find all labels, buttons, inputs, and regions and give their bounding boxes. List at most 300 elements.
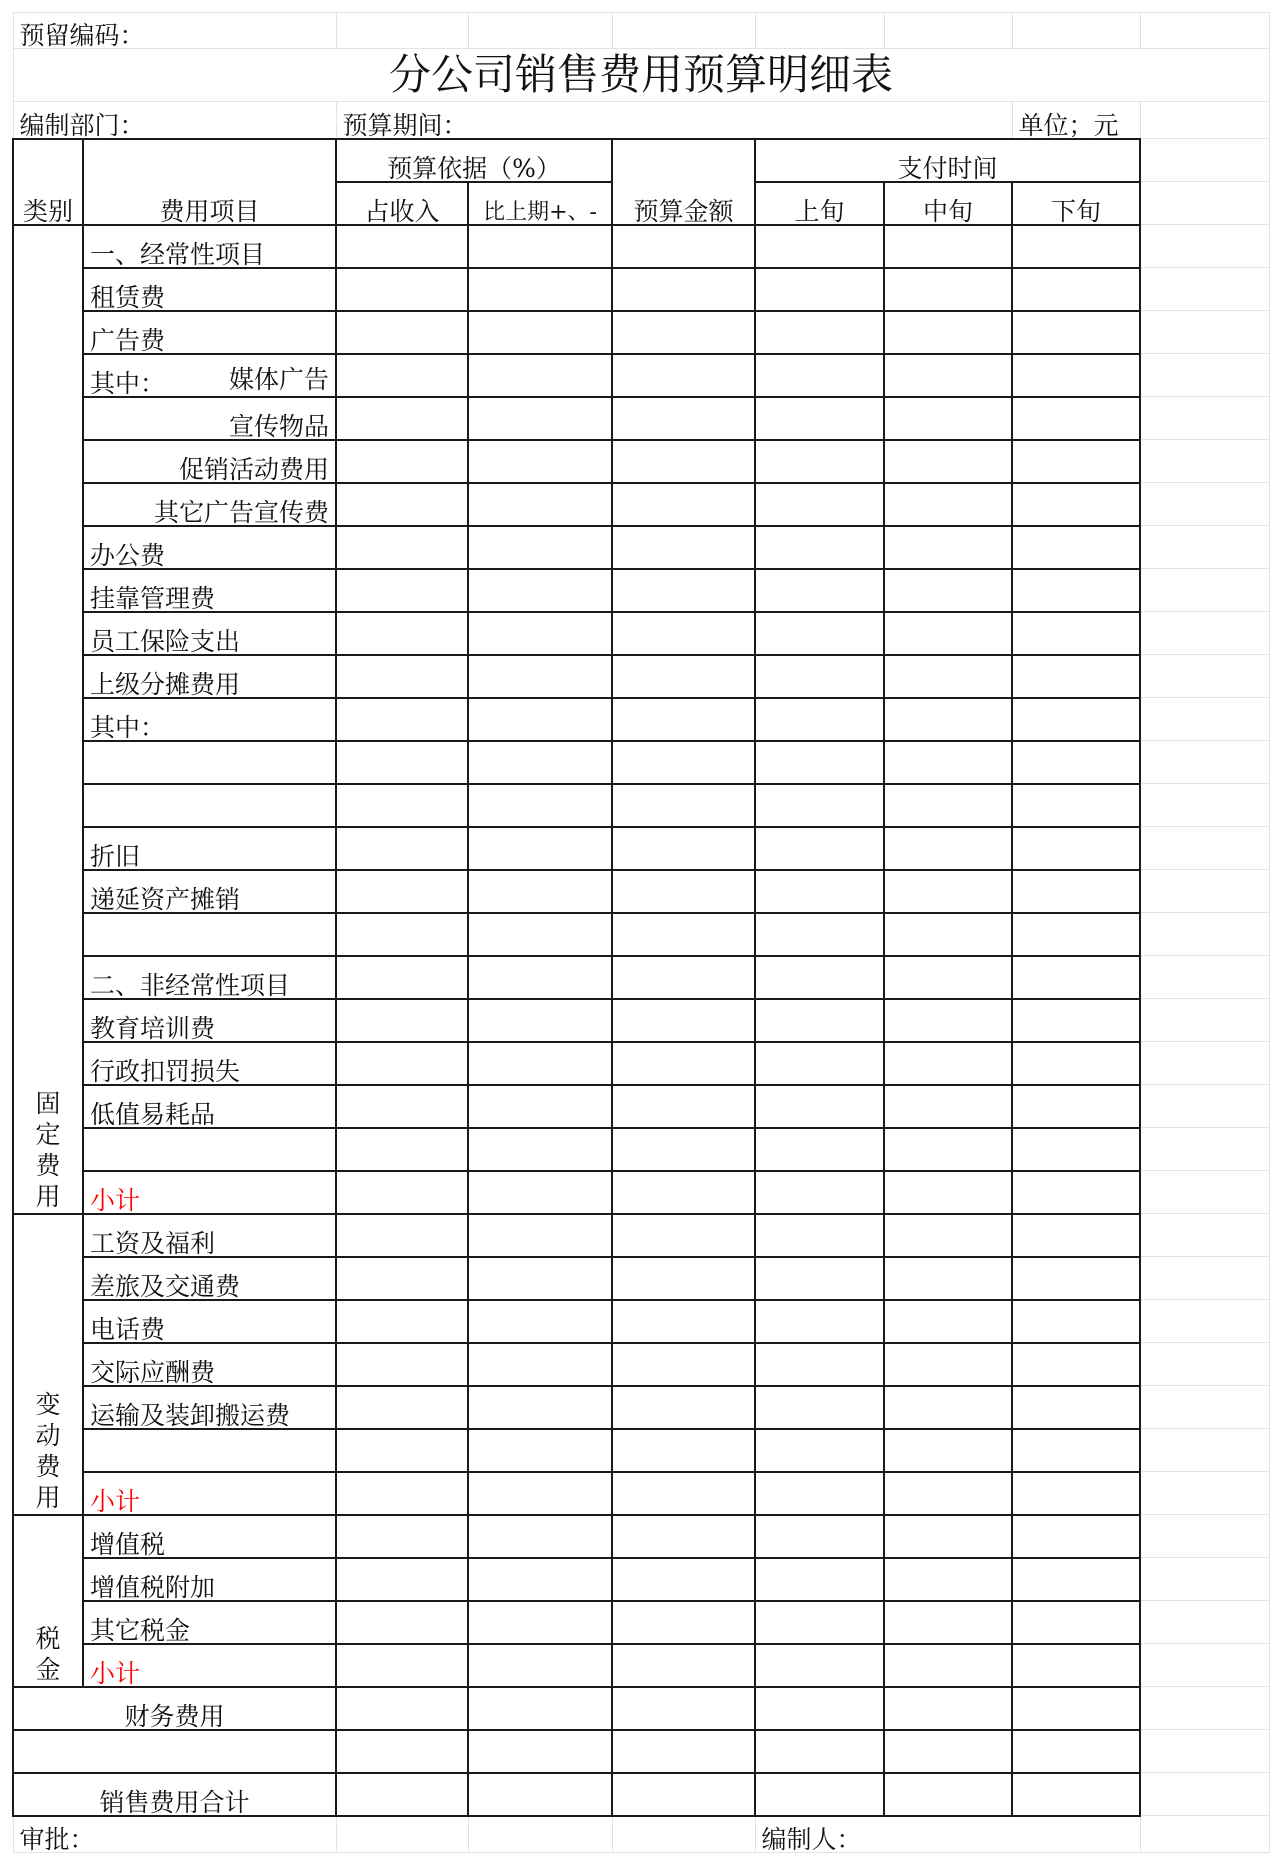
table-row bbox=[13, 870, 1269, 913]
value-cell[interactable] bbox=[612, 1515, 755, 1558]
value-cell[interactable] bbox=[468, 483, 612, 526]
value-cell[interactable] bbox=[612, 1085, 755, 1128]
value-cell[interactable] bbox=[468, 1730, 612, 1773]
cell[interactable] bbox=[1140, 1171, 1269, 1214]
value-cell[interactable] bbox=[612, 956, 755, 999]
value-cell[interactable] bbox=[884, 268, 1012, 311]
value-cell[interactable] bbox=[336, 440, 468, 483]
value-cell[interactable] bbox=[884, 1257, 1012, 1300]
value-cell[interactable] bbox=[1012, 1730, 1140, 1773]
value-cell[interactable] bbox=[1012, 569, 1140, 612]
value-cell[interactable] bbox=[612, 1687, 755, 1730]
value-cell[interactable] bbox=[755, 440, 884, 483]
cell[interactable] bbox=[1140, 526, 1269, 569]
value-cell[interactable] bbox=[1012, 1085, 1140, 1128]
value-cell[interactable] bbox=[884, 1085, 1012, 1128]
value-cell[interactable] bbox=[612, 1214, 755, 1257]
value-cell[interactable] bbox=[336, 1386, 468, 1429]
value-cell[interactable] bbox=[336, 268, 468, 311]
value-cell[interactable] bbox=[755, 397, 884, 440]
value-cell[interactable] bbox=[336, 1214, 468, 1257]
cell[interactable] bbox=[1140, 397, 1269, 440]
value-cell[interactable] bbox=[1012, 311, 1140, 354]
cell[interactable] bbox=[1140, 1128, 1269, 1171]
expense-item: 差旅及交通费 bbox=[83, 1257, 336, 1300]
value-cell[interactable] bbox=[468, 1515, 612, 1558]
value-cell[interactable] bbox=[468, 354, 612, 397]
value-cell[interactable] bbox=[1012, 999, 1140, 1042]
value-cell[interactable] bbox=[884, 612, 1012, 655]
value-cell[interactable] bbox=[884, 784, 1012, 827]
cell[interactable] bbox=[1140, 655, 1269, 698]
value-cell[interactable] bbox=[755, 1558, 884, 1601]
value-cell[interactable] bbox=[884, 1128, 1012, 1171]
value-cell[interactable] bbox=[468, 569, 612, 612]
value-cell[interactable] bbox=[468, 1257, 612, 1300]
value-cell[interactable] bbox=[755, 1257, 884, 1300]
value-cell[interactable] bbox=[468, 311, 612, 354]
value-cell[interactable] bbox=[755, 569, 884, 612]
value-cell[interactable] bbox=[336, 569, 468, 612]
value-cell[interactable] bbox=[755, 1214, 884, 1257]
value-cell[interactable] bbox=[612, 1730, 755, 1773]
value-cell[interactable] bbox=[612, 1171, 755, 1214]
value-cell[interactable] bbox=[884, 698, 1012, 741]
value-cell[interactable] bbox=[468, 1644, 612, 1687]
value-cell[interactable] bbox=[755, 1343, 884, 1386]
value-cell[interactable] bbox=[468, 956, 612, 999]
value-cell[interactable] bbox=[468, 1558, 612, 1601]
value-cell[interactable] bbox=[612, 1343, 755, 1386]
value-cell[interactable] bbox=[612, 913, 755, 956]
value-cell[interactable] bbox=[1012, 1558, 1140, 1601]
expense-item: 电话费 bbox=[83, 1300, 336, 1343]
expense-item: 租赁费 bbox=[83, 268, 336, 311]
value-cell[interactable] bbox=[884, 956, 1012, 999]
value-cell[interactable] bbox=[612, 698, 755, 741]
category-label: 税金 bbox=[35, 1624, 61, 1685]
value-cell[interactable] bbox=[612, 1601, 755, 1644]
value-cell[interactable] bbox=[755, 956, 884, 999]
value-cell[interactable] bbox=[755, 999, 884, 1042]
value-cell[interactable] bbox=[884, 1601, 1012, 1644]
cell[interactable] bbox=[1140, 354, 1269, 397]
value-cell[interactable] bbox=[612, 1386, 755, 1429]
value-cell[interactable] bbox=[336, 1472, 468, 1515]
value-cell[interactable] bbox=[1012, 1257, 1140, 1300]
cell[interactable] bbox=[1140, 784, 1269, 827]
value-cell[interactable] bbox=[468, 655, 612, 698]
value-cell[interactable] bbox=[468, 1773, 612, 1816]
value-cell[interactable] bbox=[755, 1300, 884, 1343]
cell[interactable] bbox=[1140, 225, 1269, 268]
value-cell[interactable] bbox=[755, 354, 884, 397]
cell[interactable] bbox=[1140, 569, 1269, 612]
value-cell[interactable] bbox=[1012, 1687, 1140, 1730]
value-cell[interactable] bbox=[1012, 1472, 1140, 1515]
value-cell[interactable] bbox=[755, 1171, 884, 1214]
cell[interactable] bbox=[1140, 139, 1269, 182]
value-cell[interactable] bbox=[755, 827, 884, 870]
value-cell[interactable] bbox=[884, 1300, 1012, 1343]
cell[interactable] bbox=[884, 13, 1012, 49]
value-cell[interactable] bbox=[1012, 827, 1140, 870]
value-cell[interactable] bbox=[755, 1042, 884, 1085]
value-cell[interactable] bbox=[336, 741, 468, 784]
value-cell[interactable] bbox=[755, 1687, 884, 1730]
value-cell[interactable] bbox=[336, 827, 468, 870]
value-cell[interactable] bbox=[612, 1042, 755, 1085]
value-cell[interactable] bbox=[1012, 1214, 1140, 1257]
value-cell[interactable] bbox=[1012, 526, 1140, 569]
value-cell[interactable] bbox=[336, 1128, 468, 1171]
cell[interactable] bbox=[1140, 870, 1269, 913]
value-cell[interactable] bbox=[468, 225, 612, 268]
category-label: 变动费用 bbox=[35, 1389, 61, 1513]
value-cell[interactable] bbox=[755, 784, 884, 827]
value-cell[interactable] bbox=[336, 483, 468, 526]
cell[interactable] bbox=[1140, 1730, 1269, 1773]
value-cell[interactable] bbox=[612, 1472, 755, 1515]
value-cell[interactable] bbox=[468, 1171, 612, 1214]
cell[interactable] bbox=[1140, 182, 1269, 225]
value-cell[interactable] bbox=[336, 1644, 468, 1687]
value-cell[interactable] bbox=[468, 1214, 612, 1257]
value-cell[interactable] bbox=[1012, 655, 1140, 698]
value-cell[interactable] bbox=[468, 784, 612, 827]
value-cell[interactable] bbox=[612, 827, 755, 870]
value-cell[interactable] bbox=[612, 784, 755, 827]
value-cell[interactable] bbox=[1012, 225, 1140, 268]
cell[interactable] bbox=[468, 13, 612, 49]
value-cell[interactable] bbox=[336, 354, 468, 397]
value-cell[interactable] bbox=[755, 1128, 884, 1171]
value-cell[interactable] bbox=[884, 655, 1012, 698]
value-cell[interactable] bbox=[1012, 1773, 1140, 1816]
cell[interactable] bbox=[1140, 827, 1269, 870]
value-cell[interactable] bbox=[468, 1128, 612, 1171]
value-cell[interactable] bbox=[755, 1644, 884, 1687]
value-cell[interactable] bbox=[468, 698, 612, 741]
value-cell[interactable] bbox=[1012, 397, 1140, 440]
value-cell[interactable] bbox=[336, 397, 468, 440]
value-cell[interactable] bbox=[755, 1472, 884, 1515]
cell[interactable] bbox=[1140, 698, 1269, 741]
value-cell[interactable] bbox=[468, 1300, 612, 1343]
value-cell[interactable] bbox=[884, 741, 1012, 784]
cell[interactable] bbox=[1140, 1257, 1269, 1300]
value-cell[interactable] bbox=[884, 1472, 1012, 1515]
value-cell[interactable] bbox=[336, 526, 468, 569]
value-cell[interactable] bbox=[468, 1429, 612, 1472]
table-row bbox=[13, 1515, 1269, 1558]
cell[interactable] bbox=[1140, 1343, 1269, 1386]
value-cell[interactable] bbox=[1012, 440, 1140, 483]
value-cell[interactable] bbox=[612, 440, 755, 483]
value-cell[interactable] bbox=[336, 1773, 468, 1816]
value-cell[interactable] bbox=[468, 1687, 612, 1730]
value-cell[interactable] bbox=[468, 827, 612, 870]
value-cell[interactable] bbox=[336, 1171, 468, 1214]
value-cell[interactable] bbox=[612, 569, 755, 612]
value-cell[interactable] bbox=[1012, 956, 1140, 999]
category-tax bbox=[13, 1515, 83, 1687]
value-cell[interactable] bbox=[612, 1773, 755, 1816]
value-cell[interactable] bbox=[336, 1085, 468, 1128]
value-cell[interactable] bbox=[336, 698, 468, 741]
cell[interactable] bbox=[1140, 913, 1269, 956]
table-row bbox=[13, 397, 1269, 440]
value-cell[interactable] bbox=[336, 1257, 468, 1300]
value-cell[interactable] bbox=[884, 1644, 1012, 1687]
value-cell[interactable] bbox=[468, 526, 612, 569]
value-cell[interactable] bbox=[612, 354, 755, 397]
value-cell[interactable] bbox=[755, 483, 884, 526]
value-cell[interactable] bbox=[884, 483, 1012, 526]
table-row bbox=[13, 1257, 1269, 1300]
value-cell[interactable] bbox=[884, 1386, 1012, 1429]
value-cell[interactable] bbox=[1012, 870, 1140, 913]
value-cell[interactable] bbox=[468, 870, 612, 913]
value-cell[interactable] bbox=[336, 1042, 468, 1085]
value-cell[interactable] bbox=[884, 1773, 1012, 1816]
value-cell[interactable] bbox=[884, 913, 1012, 956]
table-row bbox=[13, 698, 1269, 741]
value-cell[interactable] bbox=[612, 397, 755, 440]
value-cell[interactable] bbox=[1012, 483, 1140, 526]
value-cell[interactable] bbox=[1012, 1343, 1140, 1386]
blank-row-label bbox=[13, 1730, 336, 1773]
cell[interactable] bbox=[336, 1816, 468, 1853]
value-cell[interactable] bbox=[336, 655, 468, 698]
value-cell[interactable] bbox=[612, 612, 755, 655]
cell[interactable] bbox=[1140, 1601, 1269, 1644]
value-cell[interactable] bbox=[1012, 1386, 1140, 1429]
value-cell[interactable] bbox=[468, 913, 612, 956]
value-cell[interactable] bbox=[884, 1171, 1012, 1214]
value-cell[interactable] bbox=[755, 526, 884, 569]
value-cell[interactable] bbox=[1012, 698, 1140, 741]
value-cell[interactable] bbox=[612, 526, 755, 569]
value-cell[interactable] bbox=[1012, 1515, 1140, 1558]
value-cell[interactable] bbox=[884, 999, 1012, 1042]
cell[interactable] bbox=[468, 1816, 612, 1853]
value-cell[interactable] bbox=[336, 225, 468, 268]
value-cell[interactable] bbox=[1012, 1300, 1140, 1343]
cell[interactable] bbox=[1140, 956, 1269, 999]
value-cell[interactable] bbox=[336, 311, 468, 354]
value-cell[interactable] bbox=[755, 741, 884, 784]
value-cell[interactable] bbox=[884, 1515, 1012, 1558]
value-cell[interactable] bbox=[884, 225, 1012, 268]
value-cell[interactable] bbox=[336, 784, 468, 827]
table-row bbox=[13, 1429, 1269, 1472]
table-row bbox=[13, 1128, 1269, 1171]
cell[interactable] bbox=[1140, 1214, 1269, 1257]
value-cell[interactable] bbox=[612, 1644, 755, 1687]
value-cell[interactable] bbox=[468, 1472, 612, 1515]
value-cell[interactable] bbox=[884, 1730, 1012, 1773]
value-cell[interactable] bbox=[1012, 1128, 1140, 1171]
table-row bbox=[13, 354, 1269, 397]
cell[interactable] bbox=[1140, 1515, 1269, 1558]
cell[interactable] bbox=[1140, 13, 1269, 49]
expense-item: 其中： bbox=[83, 698, 336, 741]
header-late: 下旬 bbox=[1012, 182, 1140, 225]
value-cell[interactable] bbox=[884, 1429, 1012, 1472]
cell[interactable] bbox=[1140, 741, 1269, 784]
value-cell[interactable] bbox=[612, 268, 755, 311]
cell[interactable] bbox=[1140, 1644, 1269, 1687]
value-cell[interactable] bbox=[1012, 913, 1140, 956]
value-cell[interactable] bbox=[1012, 1644, 1140, 1687]
table-row bbox=[13, 569, 1269, 612]
value-cell[interactable] bbox=[468, 612, 612, 655]
value-cell[interactable] bbox=[755, 1085, 884, 1128]
value-cell[interactable] bbox=[612, 311, 755, 354]
cell[interactable] bbox=[1140, 1042, 1269, 1085]
value-cell[interactable] bbox=[612, 655, 755, 698]
value-cell[interactable] bbox=[755, 1601, 884, 1644]
cell[interactable] bbox=[1012, 13, 1140, 49]
value-cell[interactable] bbox=[336, 1601, 468, 1644]
value-cell[interactable] bbox=[612, 1128, 755, 1171]
header-basis-prev: 比上期+、- bbox=[468, 182, 612, 225]
value-cell[interactable] bbox=[1012, 1429, 1140, 1472]
value-cell[interactable] bbox=[468, 1085, 612, 1128]
value-cell[interactable] bbox=[336, 999, 468, 1042]
value-cell[interactable] bbox=[468, 1386, 612, 1429]
cell[interactable] bbox=[336, 13, 468, 49]
value-cell[interactable] bbox=[336, 956, 468, 999]
value-cell[interactable] bbox=[755, 698, 884, 741]
value-cell[interactable] bbox=[755, 655, 884, 698]
value-cell[interactable] bbox=[336, 870, 468, 913]
value-cell[interactable] bbox=[612, 483, 755, 526]
expense-item: 低值易耗品 bbox=[83, 1085, 336, 1128]
cell[interactable] bbox=[1140, 440, 1269, 483]
value-cell[interactable] bbox=[612, 1300, 755, 1343]
value-cell[interactable] bbox=[612, 999, 755, 1042]
value-cell[interactable] bbox=[336, 1300, 468, 1343]
cell[interactable] bbox=[612, 1816, 755, 1853]
value-cell[interactable] bbox=[336, 1343, 468, 1386]
value-cell[interactable] bbox=[884, 1687, 1012, 1730]
value-cell[interactable] bbox=[755, 1386, 884, 1429]
value-cell[interactable] bbox=[755, 1730, 884, 1773]
cell[interactable] bbox=[1140, 1472, 1269, 1515]
value-cell[interactable] bbox=[1012, 268, 1140, 311]
value-cell[interactable] bbox=[1012, 1171, 1140, 1214]
value-cell[interactable] bbox=[336, 1429, 468, 1472]
cell[interactable] bbox=[1140, 1816, 1269, 1853]
cell[interactable] bbox=[1140, 102, 1269, 139]
value-cell[interactable] bbox=[884, 354, 1012, 397]
value-cell[interactable] bbox=[884, 1558, 1012, 1601]
cell[interactable] bbox=[1140, 268, 1269, 311]
cell[interactable] bbox=[1140, 311, 1269, 354]
value-cell[interactable] bbox=[468, 440, 612, 483]
cell[interactable] bbox=[1140, 1429, 1269, 1472]
value-cell[interactable] bbox=[755, 311, 884, 354]
value-cell[interactable] bbox=[884, 1042, 1012, 1085]
value-cell[interactable] bbox=[612, 1429, 755, 1472]
value-cell[interactable] bbox=[612, 870, 755, 913]
cell[interactable] bbox=[1140, 1558, 1269, 1601]
value-cell[interactable] bbox=[884, 1343, 1012, 1386]
value-cell[interactable] bbox=[884, 397, 1012, 440]
value-cell[interactable] bbox=[884, 827, 1012, 870]
value-cell[interactable] bbox=[884, 311, 1012, 354]
value-cell[interactable] bbox=[336, 913, 468, 956]
subtotal-label: 小计 bbox=[83, 1171, 336, 1214]
value-cell[interactable] bbox=[755, 913, 884, 956]
cell[interactable] bbox=[755, 13, 884, 49]
value-cell[interactable] bbox=[468, 741, 612, 784]
value-cell[interactable] bbox=[468, 1042, 612, 1085]
value-cell[interactable] bbox=[755, 225, 884, 268]
value-cell[interactable] bbox=[1012, 784, 1140, 827]
value-cell[interactable] bbox=[1012, 1042, 1140, 1085]
expense-item bbox=[83, 1429, 336, 1472]
value-cell[interactable] bbox=[755, 612, 884, 655]
value-cell[interactable] bbox=[884, 870, 1012, 913]
value-cell[interactable] bbox=[468, 999, 612, 1042]
expense-item: 递延资产摊销 bbox=[83, 870, 336, 913]
cell[interactable] bbox=[1140, 1085, 1269, 1128]
value-cell[interactable] bbox=[755, 1429, 884, 1472]
value-cell[interactable] bbox=[612, 1558, 755, 1601]
value-cell[interactable] bbox=[468, 268, 612, 311]
value-cell[interactable] bbox=[1012, 354, 1140, 397]
value-cell[interactable] bbox=[468, 1601, 612, 1644]
value-cell[interactable] bbox=[468, 1343, 612, 1386]
value-cell[interactable] bbox=[336, 1687, 468, 1730]
value-cell[interactable] bbox=[755, 268, 884, 311]
value-cell[interactable] bbox=[336, 612, 468, 655]
value-cell[interactable] bbox=[612, 225, 755, 268]
value-cell[interactable] bbox=[1012, 741, 1140, 784]
cell[interactable] bbox=[1140, 1386, 1269, 1429]
cell[interactable] bbox=[1140, 1687, 1269, 1730]
value-cell[interactable] bbox=[755, 1773, 884, 1816]
cell[interactable] bbox=[1140, 1300, 1269, 1343]
value-cell[interactable] bbox=[612, 1257, 755, 1300]
value-cell[interactable] bbox=[336, 1730, 468, 1773]
value-cell[interactable] bbox=[1012, 612, 1140, 655]
value-cell[interactable] bbox=[468, 397, 612, 440]
value-cell[interactable] bbox=[884, 1214, 1012, 1257]
expense-item: 交际应酬费 bbox=[83, 1343, 336, 1386]
value-cell[interactable] bbox=[755, 1515, 884, 1558]
value-cell[interactable] bbox=[884, 526, 1012, 569]
value-cell[interactable] bbox=[336, 1515, 468, 1558]
value-cell[interactable] bbox=[755, 870, 884, 913]
subtotal-label: 小计 bbox=[83, 1644, 336, 1687]
cell[interactable] bbox=[1140, 1773, 1269, 1816]
expense-item: 增值税附加 bbox=[83, 1558, 336, 1601]
cell[interactable] bbox=[1140, 612, 1269, 655]
value-cell[interactable] bbox=[336, 1558, 468, 1601]
value-cell[interactable] bbox=[884, 569, 1012, 612]
cell[interactable] bbox=[1140, 999, 1269, 1042]
finance-row-label: 财务费用 bbox=[13, 1687, 336, 1730]
cell[interactable] bbox=[1140, 483, 1269, 526]
value-cell[interactable] bbox=[612, 741, 755, 784]
cell[interactable] bbox=[612, 13, 755, 49]
value-cell[interactable] bbox=[1012, 1601, 1140, 1644]
value-cell[interactable] bbox=[884, 440, 1012, 483]
